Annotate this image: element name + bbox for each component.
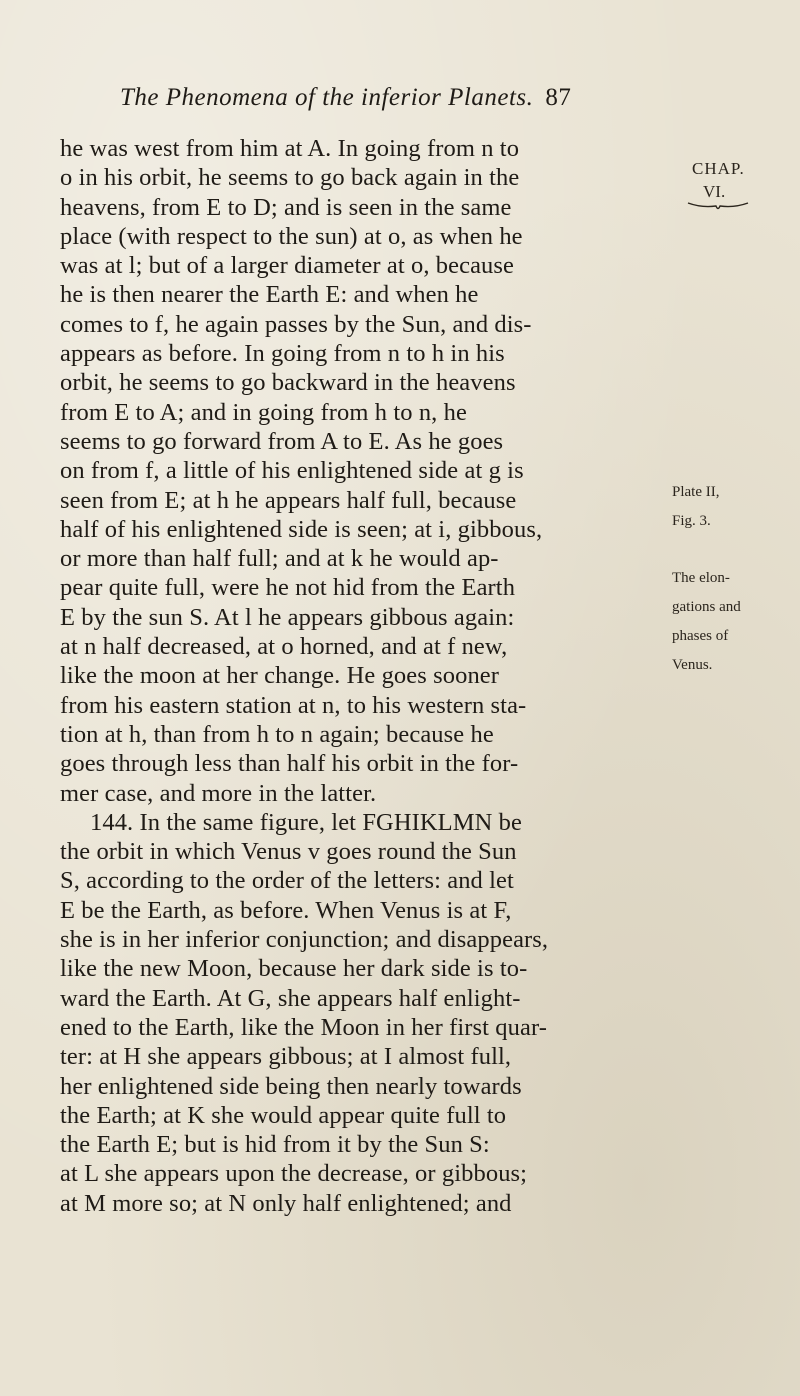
text-line: o in his orbit, he seems to go back again in the xyxy=(60,164,520,192)
text-line: like the moon at her change. He goes sooner xyxy=(60,662,500,690)
text-line: was at l; but of a larger diameter at o, because xyxy=(60,252,515,280)
text-line: heavens, from E to D; and is seen in the same xyxy=(60,193,512,221)
text-line: S, according to the order of the letters: and let xyxy=(60,867,514,895)
text-line: place (with respect to the sun) at o, as when he xyxy=(60,222,523,250)
side-notes xyxy=(672,478,800,680)
side-note-line-3: phases of xyxy=(672,627,729,644)
text-line: he was west from him at A. In going from n to xyxy=(60,135,520,162)
page-number: 87 xyxy=(545,84,572,111)
running-title: The Phenomena of the inferior Planets. xyxy=(120,84,534,111)
text-line: E by the sun S. At l he appears gibbous again: xyxy=(60,603,515,631)
text-line: comes to f, he again passes by the Sun, and dis- xyxy=(60,310,532,338)
plate-ref-2: Fig. 3. xyxy=(672,512,711,529)
text-line: orbit, he seems to go backward in the heavens xyxy=(60,369,516,397)
side-note-line-1: The elon- xyxy=(672,570,730,587)
body-text xyxy=(60,134,660,1218)
text-line: ened to the Earth, like the Moon in her first quar- xyxy=(60,1013,547,1041)
text-line: at L she appears upon the decrease, or gibbous; xyxy=(60,1160,528,1188)
text-line: mer case, and more in the latter. xyxy=(60,779,377,807)
text-line: seen from E; at h he appears half full, because xyxy=(60,486,517,514)
plate-ref-1: Plate II, xyxy=(672,484,720,500)
side-note-line-4: Venus. xyxy=(672,656,713,673)
text-line: 144. In the same figure, let FGHIKLMN be xyxy=(90,808,522,836)
text-line: the orbit in which Venus v goes round the Sun xyxy=(60,838,517,866)
chapter-brace-icon xyxy=(686,200,750,214)
text-line: ter: at H she appears gibbous; at I almost full, xyxy=(60,1043,512,1071)
text-line: E be the Earth, as before. When Venus is at F, xyxy=(60,896,512,924)
side-note-line-2: gations and xyxy=(672,599,741,616)
text-line: the Earth; at K she would appear quite full to xyxy=(60,1101,507,1129)
text-line: at M more so; at N only half enlightened; and xyxy=(60,1189,512,1217)
text-line: her enlightened side being then nearly towards xyxy=(60,1072,522,1100)
text-line: tion at h, than from h to n again; because he xyxy=(60,720,494,748)
text-line: on from f, a little of his enlightened side at g is xyxy=(60,457,524,485)
text-line: she is in her inferior conjunction; and disappears, xyxy=(60,926,549,954)
chapter-number: VI. xyxy=(703,182,726,201)
text-line: seems to go forward from A to E. As he goes xyxy=(60,427,504,455)
text-line: like the new Moon, because her dark side is to- xyxy=(60,955,528,983)
chapter-label: CHAP. xyxy=(692,159,745,178)
text-line: at n half decreased, at o horned, and at f new, xyxy=(60,633,508,661)
text-line: or more than half full; and at k he would ap- xyxy=(60,545,499,573)
text-line: appears as before. In going from n to h in his xyxy=(60,340,505,368)
text-line: goes through less than half his orbit in the for- xyxy=(60,750,519,778)
running-header xyxy=(120,84,680,112)
text-line: half of his enlightened side is seen; at i, gibbous, xyxy=(60,515,543,543)
text-line: he is then nearer the Earth E: and when he xyxy=(60,281,479,309)
text-line: pear quite full, were he not hid from the Earth xyxy=(60,574,516,602)
text-line: the Earth E; but is hid from it by the Sun S: xyxy=(60,1131,490,1159)
text-line: ward the Earth. At G, she appears half enlight- xyxy=(60,984,521,1012)
text-line: from E to A; and in going from h to n, he xyxy=(60,398,467,426)
text-line: from his eastern station at n, to his western sta- xyxy=(60,691,527,719)
